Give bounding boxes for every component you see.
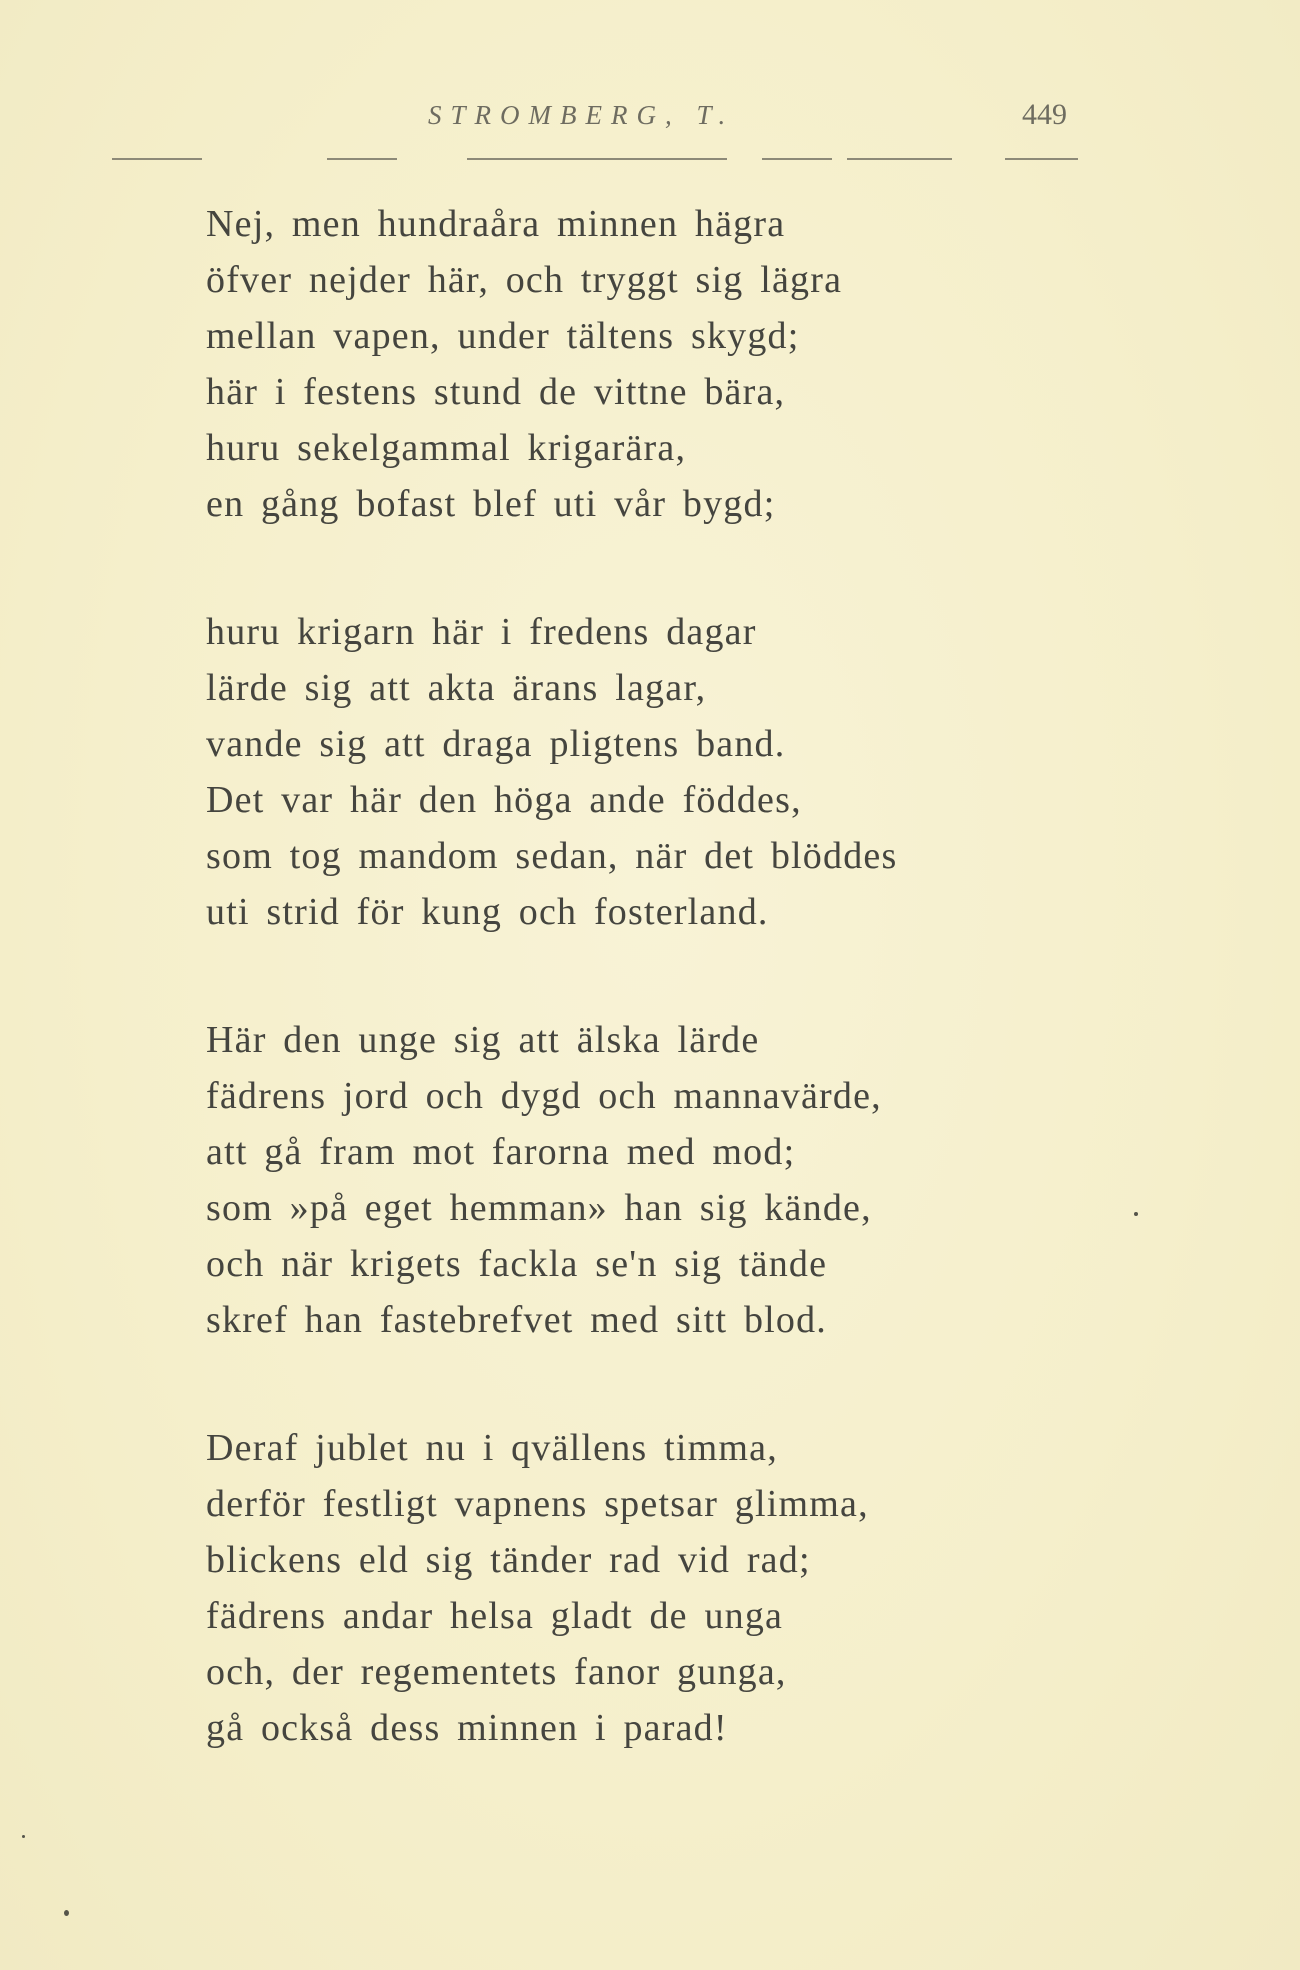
verse-line: skref han fastebrefvet med sitt blod. [206, 1299, 828, 1341]
verse-line: Deraf jublet nu i qvällens timma, [206, 1427, 778, 1469]
verse-line: fädrens andar helsa gladt de unga [206, 1595, 784, 1637]
verse-line: vande sig att draga pligtens band. [206, 723, 786, 765]
verse-line: Det var här den höga ande föddes, [206, 779, 802, 821]
header-rule [112, 158, 1078, 161]
margin-speck [64, 1910, 69, 1916]
verse-line: fädrens jord och dygd och mannavärde, [206, 1075, 882, 1117]
verse-line: mellan vapen, under tältens skygd; [206, 315, 800, 357]
stanza [206, 196, 1106, 532]
verse-line: att gå fram mot farorna med mod; [206, 1131, 796, 1173]
verse-line: derför festligt vapnens spetsar glimma, [206, 1483, 869, 1525]
verse-line: en gång bofast blef uti vår bygd; [206, 483, 776, 525]
verse-line: öfver nejder här, och tryggt sig lägra [206, 259, 843, 301]
verse-line: som tog mandom sedan, när det blöddes [206, 835, 898, 877]
stanza [206, 1012, 1106, 1348]
margin-speck [22, 1835, 25, 1838]
stanza [206, 604, 1106, 940]
verse-line: Här den unge sig att älska lärde [206, 1019, 760, 1061]
verse-line: uti strid för kung och fosterland. [206, 891, 769, 933]
verse-line: lärde sig att akta ärans lagar, [206, 667, 707, 709]
verse-line: Nej, men hundraåra minnen hägra [206, 203, 786, 245]
verse-line: och när krigets fackla se'n sig tände [206, 1243, 828, 1285]
page-header [0, 100, 1300, 140]
verse-line: gå också dess minnen i parad! [206, 1707, 728, 1749]
page-number: 449 [1022, 98, 1067, 131]
stanza [206, 1420, 1106, 1756]
poem-text [206, 196, 1106, 1828]
running-head: STROMBERG, T. [428, 100, 735, 130]
verse-line: huru sekelgammal krigarära, [206, 427, 687, 469]
verse-line: här i festens stund de vittne bära, [206, 371, 786, 413]
verse-line: huru krigarn här i fredens dagar [206, 611, 757, 653]
verse-line: som »på eget hemman» han sig kände, [206, 1187, 872, 1229]
verse-line: blickens eld sig tänder rad vid rad; [206, 1539, 811, 1581]
margin-speck [1134, 1212, 1138, 1216]
verse-line: och, der regementets fanor gunga, [206, 1651, 787, 1693]
